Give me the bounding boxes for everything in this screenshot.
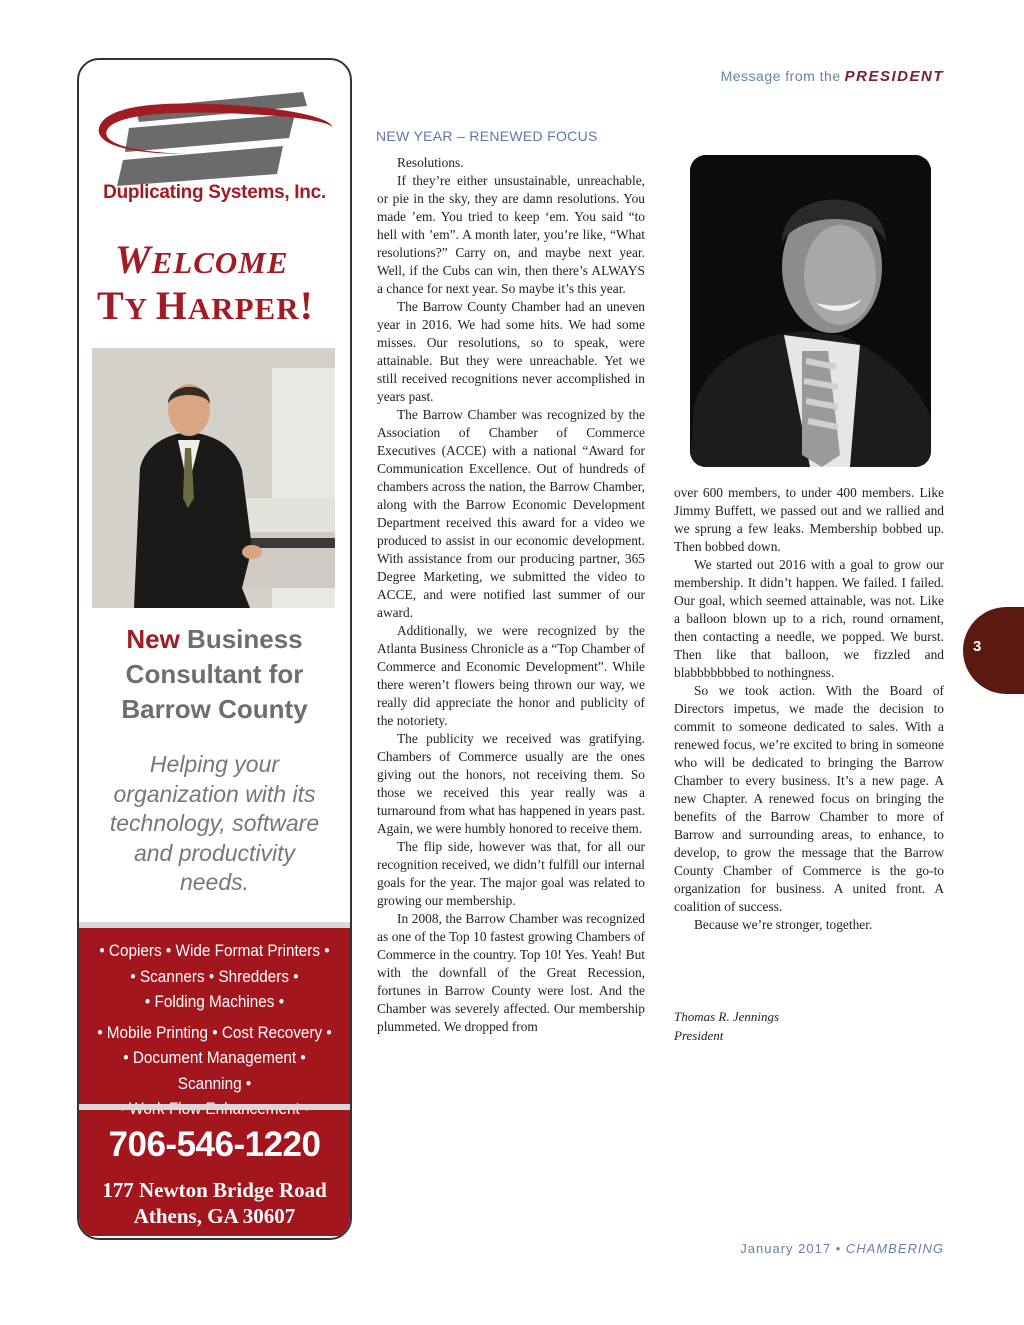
page-footer bbox=[740, 1241, 944, 1256]
paragraph: Additionally, we were recognized by the Atlanta Business Chronicle as a “Top Chamber of Commerce and Economic Development”. While there weren’t flowers being thrown our way, we really did appreciate the honor and publicity of the notoriety. bbox=[377, 623, 645, 728]
service-item: • Folding Machines • bbox=[144, 992, 285, 1011]
article-column-2 bbox=[674, 484, 944, 934]
ty-harper-photo bbox=[92, 348, 335, 608]
paragraph: The Barrow Chamber was recognized by the Association of Chamber of Commerce Executives (ACCE) with a national “Award for Communication Excellence. Out of hundreds of chambers across the nation, the Barrow Chamber, along with the Barrow Economic Development Department received this award for a video we produced to assist in our economic development. With assistance from our producing partner, 365 Degree Marketing, we submitted the video to ACCE, and were notified last summer of our award. bbox=[377, 407, 645, 620]
tagline: Helping your organization with its technology, software and productivity needs. bbox=[109, 751, 320, 895]
service-item: • Copiers • Wide Format Printers • bbox=[99, 941, 330, 960]
article-column-1 bbox=[377, 154, 645, 1036]
paragraph: The flip side, however was that, for all our recognition received, we didn’t fulfill our internal goals for the year. The major goal was related to growing our membership. bbox=[377, 839, 645, 908]
footer-date: January 2017 • bbox=[740, 1241, 842, 1256]
service-item: • Scanners • Shredders • bbox=[130, 966, 299, 986]
paragraph: The publicity we received was gratifying. Chambers of Commerce usually are the ones giving out the honors, not receiving them. So those we received this year really was a turnaround from what has happened in years past. Again, we were humbly honored to receive them. bbox=[377, 731, 645, 836]
paragraph: Because we’re stronger, together. bbox=[694, 917, 873, 932]
dsi-advertisement bbox=[77, 58, 352, 1240]
paragraph: Resolutions. bbox=[397, 155, 464, 170]
service-item: • Document Management • Scanning • bbox=[123, 1048, 306, 1093]
signature-title: President bbox=[674, 1028, 724, 1043]
president-photo bbox=[690, 155, 931, 467]
dsi-logo bbox=[95, 82, 335, 194]
services-list bbox=[93, 938, 337, 1122]
signature-name: Thomas R. Jennings bbox=[674, 1009, 780, 1024]
service-item: • Mobile Printing • Cost Recovery • bbox=[97, 1022, 332, 1042]
address: 177 Newton Bridge Road Athens, GA 30607 bbox=[102, 1178, 327, 1228]
divider bbox=[79, 1104, 350, 1110]
services-band bbox=[79, 922, 350, 1236]
paragraph: The Barrow County Chamber had an uneven year in 2016. We had some hits. We had some misses. Our resolutions, so to speak, were attainable. But they were unreachable. Yet we still received recognitions never accomplished in years past. bbox=[377, 299, 645, 404]
paragraph: So we took action. With the Board of Directors impetus, we made the decision to commit to someone dedicated to sales. With a renewed focus, we’re excited to bring in someone who will be dedicated to bringing the Barrow Chamber to every business. It’s a new page. A new Chapter. A renewed focus on bringing the benefits of the Barrow Chamber to more of Barrow and surrounding areas, to enhance, to develop, to grow the message that the Barrow County Chamber of Commerce is the go-to organization for business. A united front. A coalition of success. bbox=[674, 683, 944, 914]
header-prefix: Message from the bbox=[720, 68, 841, 84]
article-heading: NEW YEAR – RENEWED FOCUS bbox=[376, 128, 598, 144]
page-number-tab bbox=[963, 607, 1024, 694]
divider bbox=[79, 922, 350, 928]
page-number: 3 bbox=[973, 638, 982, 655]
new-business-consultant-text: New Business Consultant for Barrow County bbox=[121, 624, 308, 724]
welcome-line: WELCOME bbox=[115, 237, 289, 282]
paragraph: If they’re either unsustainable, unreachable, or pie in the sky, they are damn resolutions. You made ’em. You tried to keep ‘em. You said “to hell with ’em”. A month later, you’re like, “What resolutions?” Carry on, and maybe next year. Well, if the Cubs can win, then there’s ALWAYS a chance for next year. So maybe it’s this year. bbox=[377, 173, 645, 296]
signature bbox=[674, 1007, 779, 1045]
page-header bbox=[721, 68, 944, 85]
paragraph: We started out 2016 with a goal to grow our membership. It didn’t happen. We failed. I failed. Our goal, which seemed attainable, was not. Like a balloon blown up to a rich, round ornament, then contacting a needle, we popped. We burst. Then like that balloon, we fizzled and blabbbbbbbed to nothingness. bbox=[674, 557, 944, 680]
header-emphasis: PRESIDENT bbox=[844, 68, 944, 85]
paragraph: In 2008, the Barrow Chamber was recognized as one of the Top 10 fastest growing Chambers of Commerce in the country. Top 10! Yes. Yeah! But with the downfall of the Great Recession, fortunes in Barrow County were lost. And the Chamber was severely affected. Our membership plummeted. We dropped from bbox=[377, 911, 645, 1034]
paragraph: over 600 members, to under 400 members. Like Jimmy Buffett, we passed out and we rallied and we sprung a few leaks. Membership bobbed up. Then bobbed down. bbox=[674, 485, 944, 554]
footer-publication: CHAMBERING bbox=[845, 1241, 944, 1256]
company-name: Duplicating Systems, Inc. bbox=[103, 182, 326, 203]
new-hire-name: TY HARPER! bbox=[97, 283, 314, 328]
phone-number: 706-546-1220 bbox=[108, 1125, 321, 1164]
